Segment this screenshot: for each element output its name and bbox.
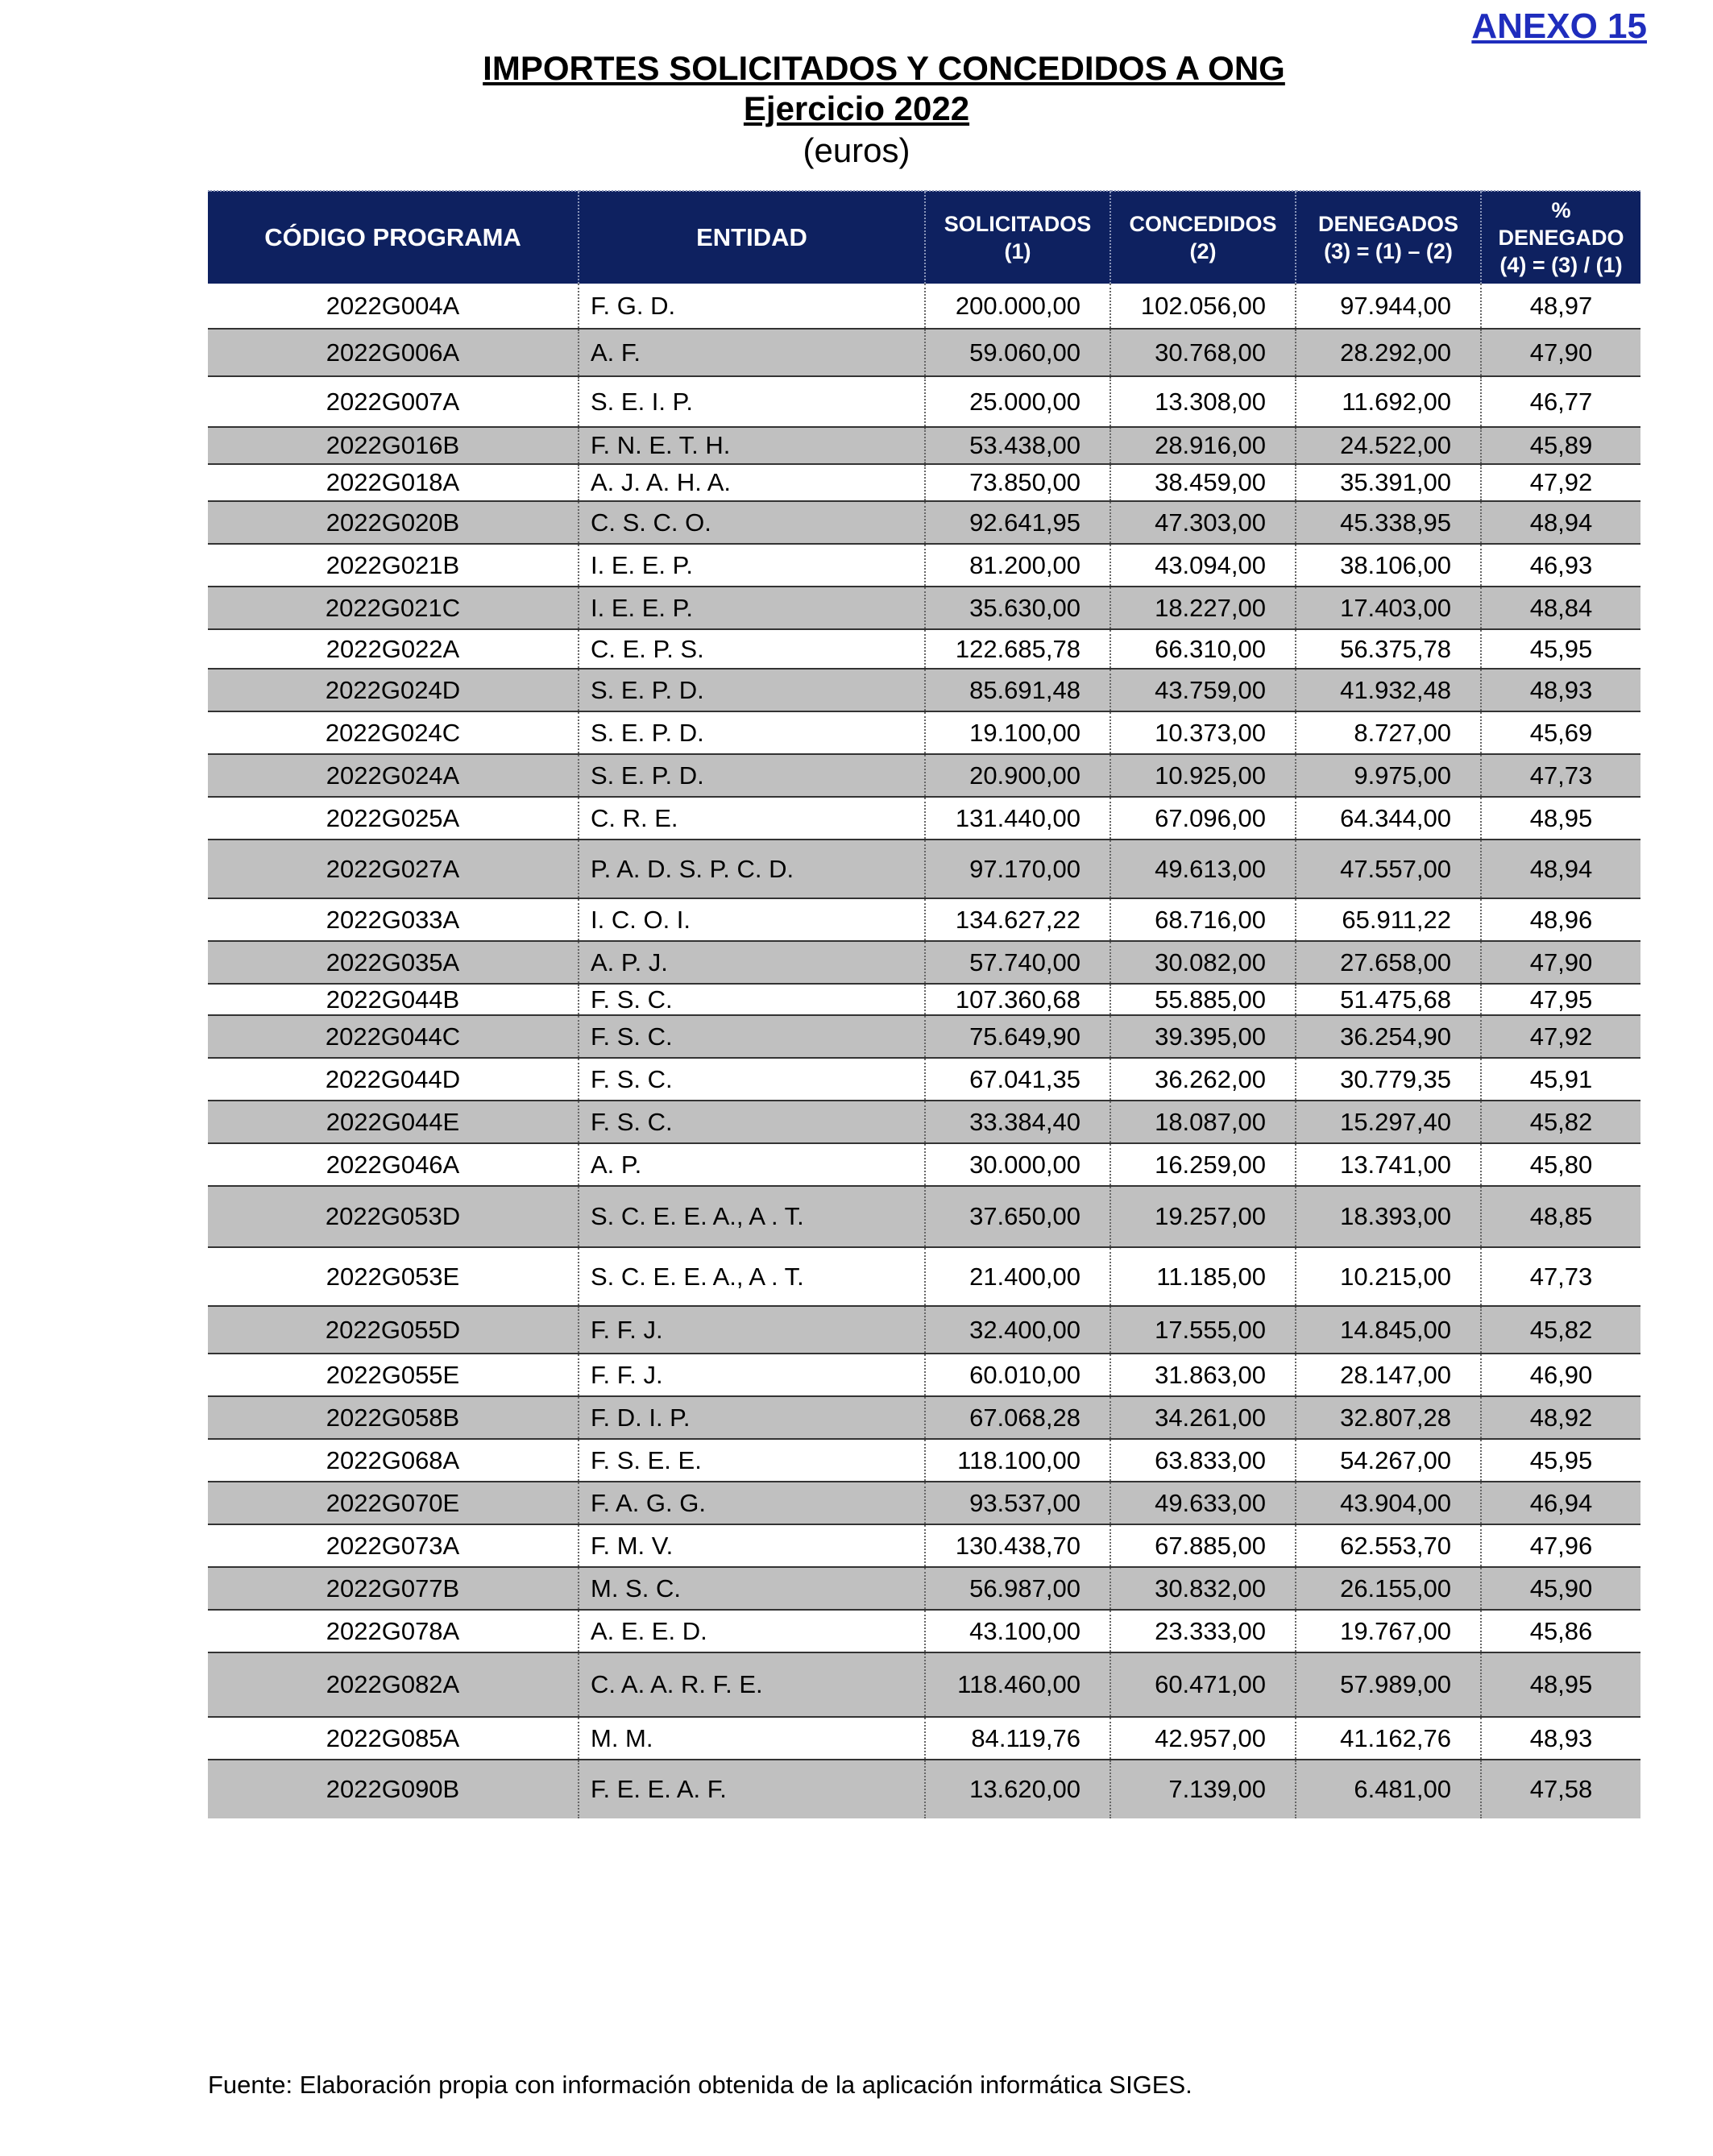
cell-pct-denegado: 47,58 — [1481, 1760, 1640, 1818]
cell-denegados: 32.807,28 — [1296, 1396, 1481, 1439]
table-row — [208, 1015, 1640, 1058]
cell-concedidos: 16.259,00 — [1110, 1143, 1296, 1186]
cell-concedidos: 30.082,00 — [1110, 941, 1296, 984]
cell-denegados: 14.845,00 — [1296, 1306, 1481, 1354]
cell-concedidos: 36.262,00 — [1110, 1058, 1296, 1101]
cell-pct-denegado: 46,93 — [1481, 544, 1640, 587]
cell-denegados: 9.975,00 — [1296, 754, 1481, 797]
cell-entidad: C. S. C. O. — [579, 501, 925, 544]
cell-solicitados: 56.987,00 — [925, 1567, 1110, 1610]
cell-entidad: S. C. E. E. A., A . T. — [579, 1186, 925, 1247]
table-row — [208, 1143, 1640, 1186]
cell-pct-denegado: 47,92 — [1481, 464, 1640, 501]
cell-solicitados: 84.119,76 — [925, 1717, 1110, 1760]
cell-solicitados: 43.100,00 — [925, 1610, 1110, 1652]
cell-codigo: 2022G044C — [208, 1015, 579, 1058]
cell-pct-denegado: 46,94 — [1481, 1482, 1640, 1524]
cell-solicitados: 37.650,00 — [925, 1186, 1110, 1247]
cell-pct-denegado: 45,82 — [1481, 1101, 1640, 1143]
cell-concedidos: 49.613,00 — [1110, 840, 1296, 898]
cell-concedidos: 18.087,00 — [1110, 1101, 1296, 1143]
cell-entidad: S. E. I. P. — [579, 376, 925, 427]
table-row — [208, 427, 1640, 464]
table-header-row — [208, 191, 1640, 284]
header-concedidos-label: CONCEDIDOS — [1129, 212, 1277, 236]
cell-entidad: P. A. D. S. P. C. D. — [579, 840, 925, 898]
cell-entidad: M. S. C. — [579, 1567, 925, 1610]
cell-entidad: A. J. A. H. A. — [579, 464, 925, 501]
cell-pct-denegado: 48,96 — [1481, 898, 1640, 941]
cell-denegados: 30.779,35 — [1296, 1058, 1481, 1101]
table-row — [208, 669, 1640, 711]
cell-entidad: F. F. J. — [579, 1354, 925, 1396]
cell-pct-denegado: 45,86 — [1481, 1610, 1640, 1652]
cell-solicitados: 131.440,00 — [925, 797, 1110, 840]
cell-solicitados: 21.400,00 — [925, 1247, 1110, 1306]
table-row — [208, 1717, 1640, 1760]
cell-pct-denegado: 45,95 — [1481, 1439, 1640, 1482]
table-row — [208, 1567, 1640, 1610]
header-codigo: CÓDIGO PROGRAMA — [208, 191, 579, 284]
cell-codigo: 2022G044B — [208, 984, 579, 1015]
cell-solicitados: 33.384,40 — [925, 1101, 1110, 1143]
table-row — [208, 941, 1640, 984]
cell-concedidos: 67.885,00 — [1110, 1524, 1296, 1567]
cell-solicitados: 107.360,68 — [925, 984, 1110, 1015]
cell-solicitados: 32.400,00 — [925, 1306, 1110, 1354]
cell-pct-denegado: 47,73 — [1481, 1247, 1640, 1306]
cell-concedidos: 30.832,00 — [1110, 1567, 1296, 1610]
cell-concedidos: 18.227,00 — [1110, 587, 1296, 629]
cell-concedidos: 19.257,00 — [1110, 1186, 1296, 1247]
cell-codigo: 2022G007A — [208, 376, 579, 427]
cell-solicitados: 53.438,00 — [925, 427, 1110, 464]
cell-codigo: 2022G021C — [208, 587, 579, 629]
cell-denegados: 11.692,00 — [1296, 376, 1481, 427]
cell-entidad: F. A. G. G. — [579, 1482, 925, 1524]
cell-entidad: S. C. E. E. A., A . T. — [579, 1247, 925, 1306]
cell-codigo: 2022G020B — [208, 501, 579, 544]
cell-concedidos: 68.716,00 — [1110, 898, 1296, 941]
cell-entidad: F. G. D. — [579, 284, 925, 329]
cell-solicitados: 25.000,00 — [925, 376, 1110, 427]
cell-entidad: F. F. J. — [579, 1306, 925, 1354]
table-row — [208, 1354, 1640, 1396]
header-pct-formula: (4) = (3) / (1) — [1499, 253, 1623, 277]
cell-solicitados: 75.649,90 — [925, 1015, 1110, 1058]
cell-denegados: 51.475,68 — [1296, 984, 1481, 1015]
cell-concedidos: 23.333,00 — [1110, 1610, 1296, 1652]
cell-pct-denegado: 48,93 — [1481, 1717, 1640, 1760]
table-row — [208, 376, 1640, 427]
cell-codigo: 2022G053D — [208, 1186, 579, 1247]
cell-denegados: 35.391,00 — [1296, 464, 1481, 501]
cell-denegados: 65.911,22 — [1296, 898, 1481, 941]
cell-codigo: 2022G021B — [208, 544, 579, 587]
cell-denegados: 41.932,48 — [1296, 669, 1481, 711]
cell-solicitados: 13.620,00 — [925, 1760, 1110, 1818]
cell-concedidos: 102.056,00 — [1110, 284, 1296, 329]
table-row — [208, 284, 1640, 329]
cell-entidad: M. M. — [579, 1717, 925, 1760]
cell-concedidos: 30.768,00 — [1110, 329, 1296, 376]
cell-solicitados: 97.170,00 — [925, 840, 1110, 898]
header-solicitados-label: SOLICITADOS — [944, 212, 1092, 236]
table-row — [208, 840, 1640, 898]
cell-concedidos: 13.308,00 — [1110, 376, 1296, 427]
table-row — [208, 544, 1640, 587]
cell-entidad: C. E. P. S. — [579, 629, 925, 669]
header-denegados-formula: (3) = (1) – (2) — [1324, 239, 1453, 263]
cell-codigo: 2022G018A — [208, 464, 579, 501]
page-title: IMPORTES SOLICITADOS Y CONCEDIDOS A ONG — [483, 49, 1285, 87]
cell-pct-denegado: 45,90 — [1481, 1567, 1640, 1610]
cell-denegados: 17.403,00 — [1296, 587, 1481, 629]
header-pct-denegado — [1481, 191, 1640, 284]
annex-label: ANEXO 15 — [1471, 6, 1647, 46]
cell-codigo: 2022G073A — [208, 1524, 579, 1567]
table-row — [208, 1186, 1640, 1247]
cell-solicitados: 200.000,00 — [925, 284, 1110, 329]
table-row — [208, 1610, 1640, 1652]
cell-pct-denegado: 48,97 — [1481, 284, 1640, 329]
page-units: (euros) — [803, 131, 910, 169]
cell-concedidos: 60.471,00 — [1110, 1652, 1296, 1717]
cell-denegados: 47.557,00 — [1296, 840, 1481, 898]
header-pct-label: DENEGADO — [1498, 226, 1624, 250]
cell-codigo: 2022G004A — [326, 291, 460, 320]
cell-codigo: 2022G024D — [208, 669, 579, 711]
cell-codigo: 2022G022A — [208, 629, 579, 669]
table-row — [208, 1058, 1640, 1101]
cell-entidad: F. S. C. — [579, 1058, 925, 1101]
cell-concedidos: 42.957,00 — [1110, 1717, 1296, 1760]
header-denegados-label: DENEGADOS — [1317, 212, 1459, 236]
cell-codigo: 2022G044E — [208, 1101, 579, 1143]
cell-solicitados: 92.641,95 — [925, 501, 1110, 544]
grants-table — [208, 190, 1640, 1818]
cell-entidad: I. C. O. I. — [579, 898, 925, 941]
cell-codigo: 2022G053E — [208, 1247, 579, 1306]
table-row — [208, 1396, 1640, 1439]
cell-pct-denegado: 48,92 — [1481, 1396, 1640, 1439]
cell-denegados: 13.741,00 — [1296, 1143, 1481, 1186]
cell-denegados: 54.267,00 — [1296, 1439, 1481, 1482]
cell-solicitados: 118.100,00 — [925, 1439, 1110, 1482]
cell-concedidos: 67.096,00 — [1110, 797, 1296, 840]
cell-codigo: 2022G055D — [208, 1306, 579, 1354]
cell-denegados: 27.658,00 — [1296, 941, 1481, 984]
cell-entidad: A. E. E. D. — [579, 1610, 925, 1652]
cell-pct-denegado: 48,94 — [1481, 840, 1640, 898]
cell-entidad: C. R. E. — [579, 797, 925, 840]
header-denegados — [1296, 191, 1481, 284]
table-row — [208, 754, 1640, 797]
cell-entidad: A. F. — [579, 329, 925, 376]
cell-solicitados: 59.060,00 — [925, 329, 1110, 376]
cell-entidad: F. S. C. — [579, 1101, 925, 1143]
cell-pct-denegado: 45,69 — [1481, 711, 1640, 754]
cell-solicitados: 35.630,00 — [925, 587, 1110, 629]
cell-entidad: F. N. E. T. H. — [579, 427, 925, 464]
table-row — [208, 629, 1640, 669]
cell-entidad: C. A. A. R. F. E. — [579, 1652, 925, 1717]
table-row — [208, 1524, 1640, 1567]
cell-concedidos: 43.759,00 — [1110, 669, 1296, 711]
cell-pct-denegado: 45,80 — [1481, 1143, 1640, 1186]
cell-entidad: A. P. — [579, 1143, 925, 1186]
cell-codigo: 2022G044D — [208, 1058, 579, 1101]
cell-denegados: 62.553,70 — [1296, 1524, 1481, 1567]
cell-pct-denegado: 47,92 — [1481, 1015, 1640, 1058]
table-row — [208, 1306, 1640, 1354]
cell-pct-denegado: 45,82 — [1481, 1306, 1640, 1354]
cell-entidad: F. S. C. — [579, 1015, 925, 1058]
cell-entidad: F. D. I. P. — [579, 1396, 925, 1439]
cell-concedidos: 28.916,00 — [1110, 427, 1296, 464]
cell-denegados: 6.481,00 — [1296, 1760, 1481, 1818]
cell-pct-denegado: 46,77 — [1481, 376, 1640, 427]
table-row — [208, 1101, 1640, 1143]
cell-entidad: F. E. E. A. F. — [579, 1760, 925, 1818]
cell-entidad: A. P. J. — [579, 941, 925, 984]
cell-concedidos: 43.094,00 — [1110, 544, 1296, 587]
cell-solicitados: 20.900,00 — [925, 754, 1110, 797]
cell-entidad: I. E. E. P. — [579, 544, 925, 587]
cell-denegados: 24.522,00 — [1296, 427, 1481, 464]
table-row — [208, 984, 1640, 1015]
cell-concedidos: 31.863,00 — [1110, 1354, 1296, 1396]
table-row — [208, 1482, 1640, 1524]
cell-codigo: 2022G055E — [208, 1354, 579, 1396]
cell-pct-denegado: 48,85 — [1481, 1186, 1640, 1247]
cell-entidad: S. E. P. D. — [579, 754, 925, 797]
cell-pct-denegado: 45,91 — [1481, 1058, 1640, 1101]
cell-denegados: 43.904,00 — [1296, 1482, 1481, 1524]
table-row — [208, 1760, 1640, 1818]
cell-pct-denegado: 46,90 — [1481, 1354, 1640, 1396]
cell-codigo: 2022G033A — [208, 898, 579, 941]
cell-pct-denegado: 48,94 — [1481, 501, 1640, 544]
cell-concedidos: 7.139,00 — [1110, 1760, 1296, 1818]
cell-solicitados: 67.068,28 — [925, 1396, 1110, 1439]
table-row — [208, 898, 1640, 941]
source-note: Fuente: Elaboración propia con información obtenida de la aplicación informática SIGES. — [208, 2071, 1192, 2099]
table-row — [208, 1652, 1640, 1717]
cell-denegados: 57.989,00 — [1296, 1652, 1481, 1717]
cell-solicitados: 19.100,00 — [925, 711, 1110, 754]
cell-concedidos: 49.633,00 — [1110, 1482, 1296, 1524]
cell-codigo: 2022G078A — [208, 1610, 579, 1652]
cell-codigo: 2022G016B — [208, 427, 579, 464]
cell-pct-denegado: 48,95 — [1481, 1652, 1640, 1717]
header-concedidos — [1110, 191, 1296, 284]
cell-pct-denegado: 48,95 — [1481, 797, 1640, 840]
header-solicitados — [925, 191, 1110, 284]
table-body — [208, 284, 1640, 1818]
cell-solicitados: 81.200,00 — [925, 544, 1110, 587]
cell-concedidos: 10.373,00 — [1110, 711, 1296, 754]
cell-codigo: 2022G082A — [208, 1652, 579, 1717]
cell-denegados: 18.393,00 — [1296, 1186, 1481, 1247]
cell-codigo: 2022G068A — [208, 1439, 579, 1482]
cell-entidad: F. S. E. E. — [579, 1439, 925, 1482]
cell-entidad: S. E. P. D. — [579, 669, 925, 711]
cell-denegados: 64.344,00 — [1296, 797, 1481, 840]
table-row — [208, 587, 1640, 629]
header-concedidos-ref: (2) — [1189, 239, 1217, 263]
table-row — [208, 464, 1640, 501]
cell-pct-denegado: 47,73 — [1481, 754, 1640, 797]
cell-denegados: 97.944,00 — [1296, 284, 1481, 329]
header-solicitados-ref: (1) — [1004, 239, 1031, 263]
cell-entidad: S. E. P. D. — [579, 711, 925, 754]
cell-denegados: 28.292,00 — [1296, 329, 1481, 376]
cell-pct-denegado: 48,84 — [1481, 587, 1640, 629]
cell-codigo: 2022G046A — [208, 1143, 579, 1186]
cell-pct-denegado: 45,89 — [1481, 427, 1640, 464]
cell-denegados: 28.147,00 — [1296, 1354, 1481, 1396]
table-row — [208, 797, 1640, 840]
cell-solicitados: 57.740,00 — [925, 941, 1110, 984]
cell-solicitados: 130.438,70 — [925, 1524, 1110, 1567]
cell-solicitados: 30.000,00 — [925, 1143, 1110, 1186]
cell-concedidos: 39.395,00 — [1110, 1015, 1296, 1058]
cell-solicitados: 93.537,00 — [925, 1482, 1110, 1524]
cell-codigo: 2022G027A — [208, 840, 579, 898]
cell-codigo: 2022G024C — [208, 711, 579, 754]
cell-solicitados: 73.850,00 — [925, 464, 1110, 501]
cell-codigo: 2022G090B — [208, 1760, 579, 1818]
cell-codigo: 2022G025A — [208, 797, 579, 840]
cell-pct-denegado: 47,96 — [1481, 1524, 1640, 1567]
cell-pct-denegado: 45,95 — [1481, 629, 1640, 669]
cell-concedidos: 63.833,00 — [1110, 1439, 1296, 1482]
table-row — [208, 711, 1640, 754]
cell-concedidos: 55.885,00 — [1110, 984, 1296, 1015]
cell-concedidos: 17.555,00 — [1110, 1306, 1296, 1354]
cell-denegados: 56.375,78 — [1296, 629, 1481, 669]
cell-concedidos: 47.303,00 — [1110, 501, 1296, 544]
cell-codigo: 2022G035A — [208, 941, 579, 984]
cell-codigo: 2022G077B — [208, 1567, 579, 1610]
page-subtitle: Ejercicio 2022 — [743, 89, 970, 127]
cell-concedidos: 10.925,00 — [1110, 754, 1296, 797]
cell-pct-denegado: 47,95 — [1481, 984, 1640, 1015]
cell-denegados: 8.727,00 — [1296, 711, 1481, 754]
cell-denegados: 15.297,40 — [1296, 1101, 1481, 1143]
cell-solicitados: 60.010,00 — [925, 1354, 1110, 1396]
table-row — [208, 329, 1640, 376]
table-row — [208, 501, 1640, 544]
table-row — [208, 1247, 1640, 1306]
cell-pct-denegado: 47,90 — [1481, 329, 1640, 376]
cell-denegados: 19.767,00 — [1296, 1610, 1481, 1652]
cell-codigo: 2022G058B — [208, 1396, 579, 1439]
cell-denegados: 10.215,00 — [1296, 1247, 1481, 1306]
cell-solicitados: 118.460,00 — [925, 1652, 1110, 1717]
cell-solicitados: 134.627,22 — [925, 898, 1110, 941]
cell-concedidos: 38.459,00 — [1110, 464, 1296, 501]
cell-concedidos: 11.185,00 — [1110, 1247, 1296, 1306]
cell-entidad: I. E. E. P. — [579, 587, 925, 629]
header-entidad: ENTIDAD — [579, 191, 925, 284]
cell-denegados: 41.162,76 — [1296, 1717, 1481, 1760]
cell-pct-denegado: 48,93 — [1481, 669, 1640, 711]
cell-denegados: 45.338,95 — [1296, 501, 1481, 544]
cell-solicitados: 67.041,35 — [925, 1058, 1110, 1101]
cell-concedidos: 66.310,00 — [1110, 629, 1296, 669]
header-pct-symbol: % — [1551, 198, 1571, 222]
cell-concedidos: 34.261,00 — [1110, 1396, 1296, 1439]
cell-entidad: F. M. V. — [579, 1524, 925, 1567]
cell-codigo: 2022G024A — [208, 754, 579, 797]
cell-denegados: 38.106,00 — [1296, 544, 1481, 587]
cell-pct-denegado: 47,90 — [1481, 941, 1640, 984]
cell-solicitados: 85.691,48 — [925, 669, 1110, 711]
cell-denegados: 36.254,90 — [1296, 1015, 1481, 1058]
cell-codigo: 2022G085A — [208, 1717, 579, 1760]
table-row — [208, 1439, 1640, 1482]
cell-codigo: 2022G070E — [208, 1482, 579, 1524]
cell-codigo: 2022G006A — [208, 329, 579, 376]
cell-denegados: 26.155,00 — [1296, 1567, 1481, 1610]
cell-solicitados: 122.685,78 — [925, 629, 1110, 669]
cell-entidad: F. S. C. — [579, 984, 925, 1015]
